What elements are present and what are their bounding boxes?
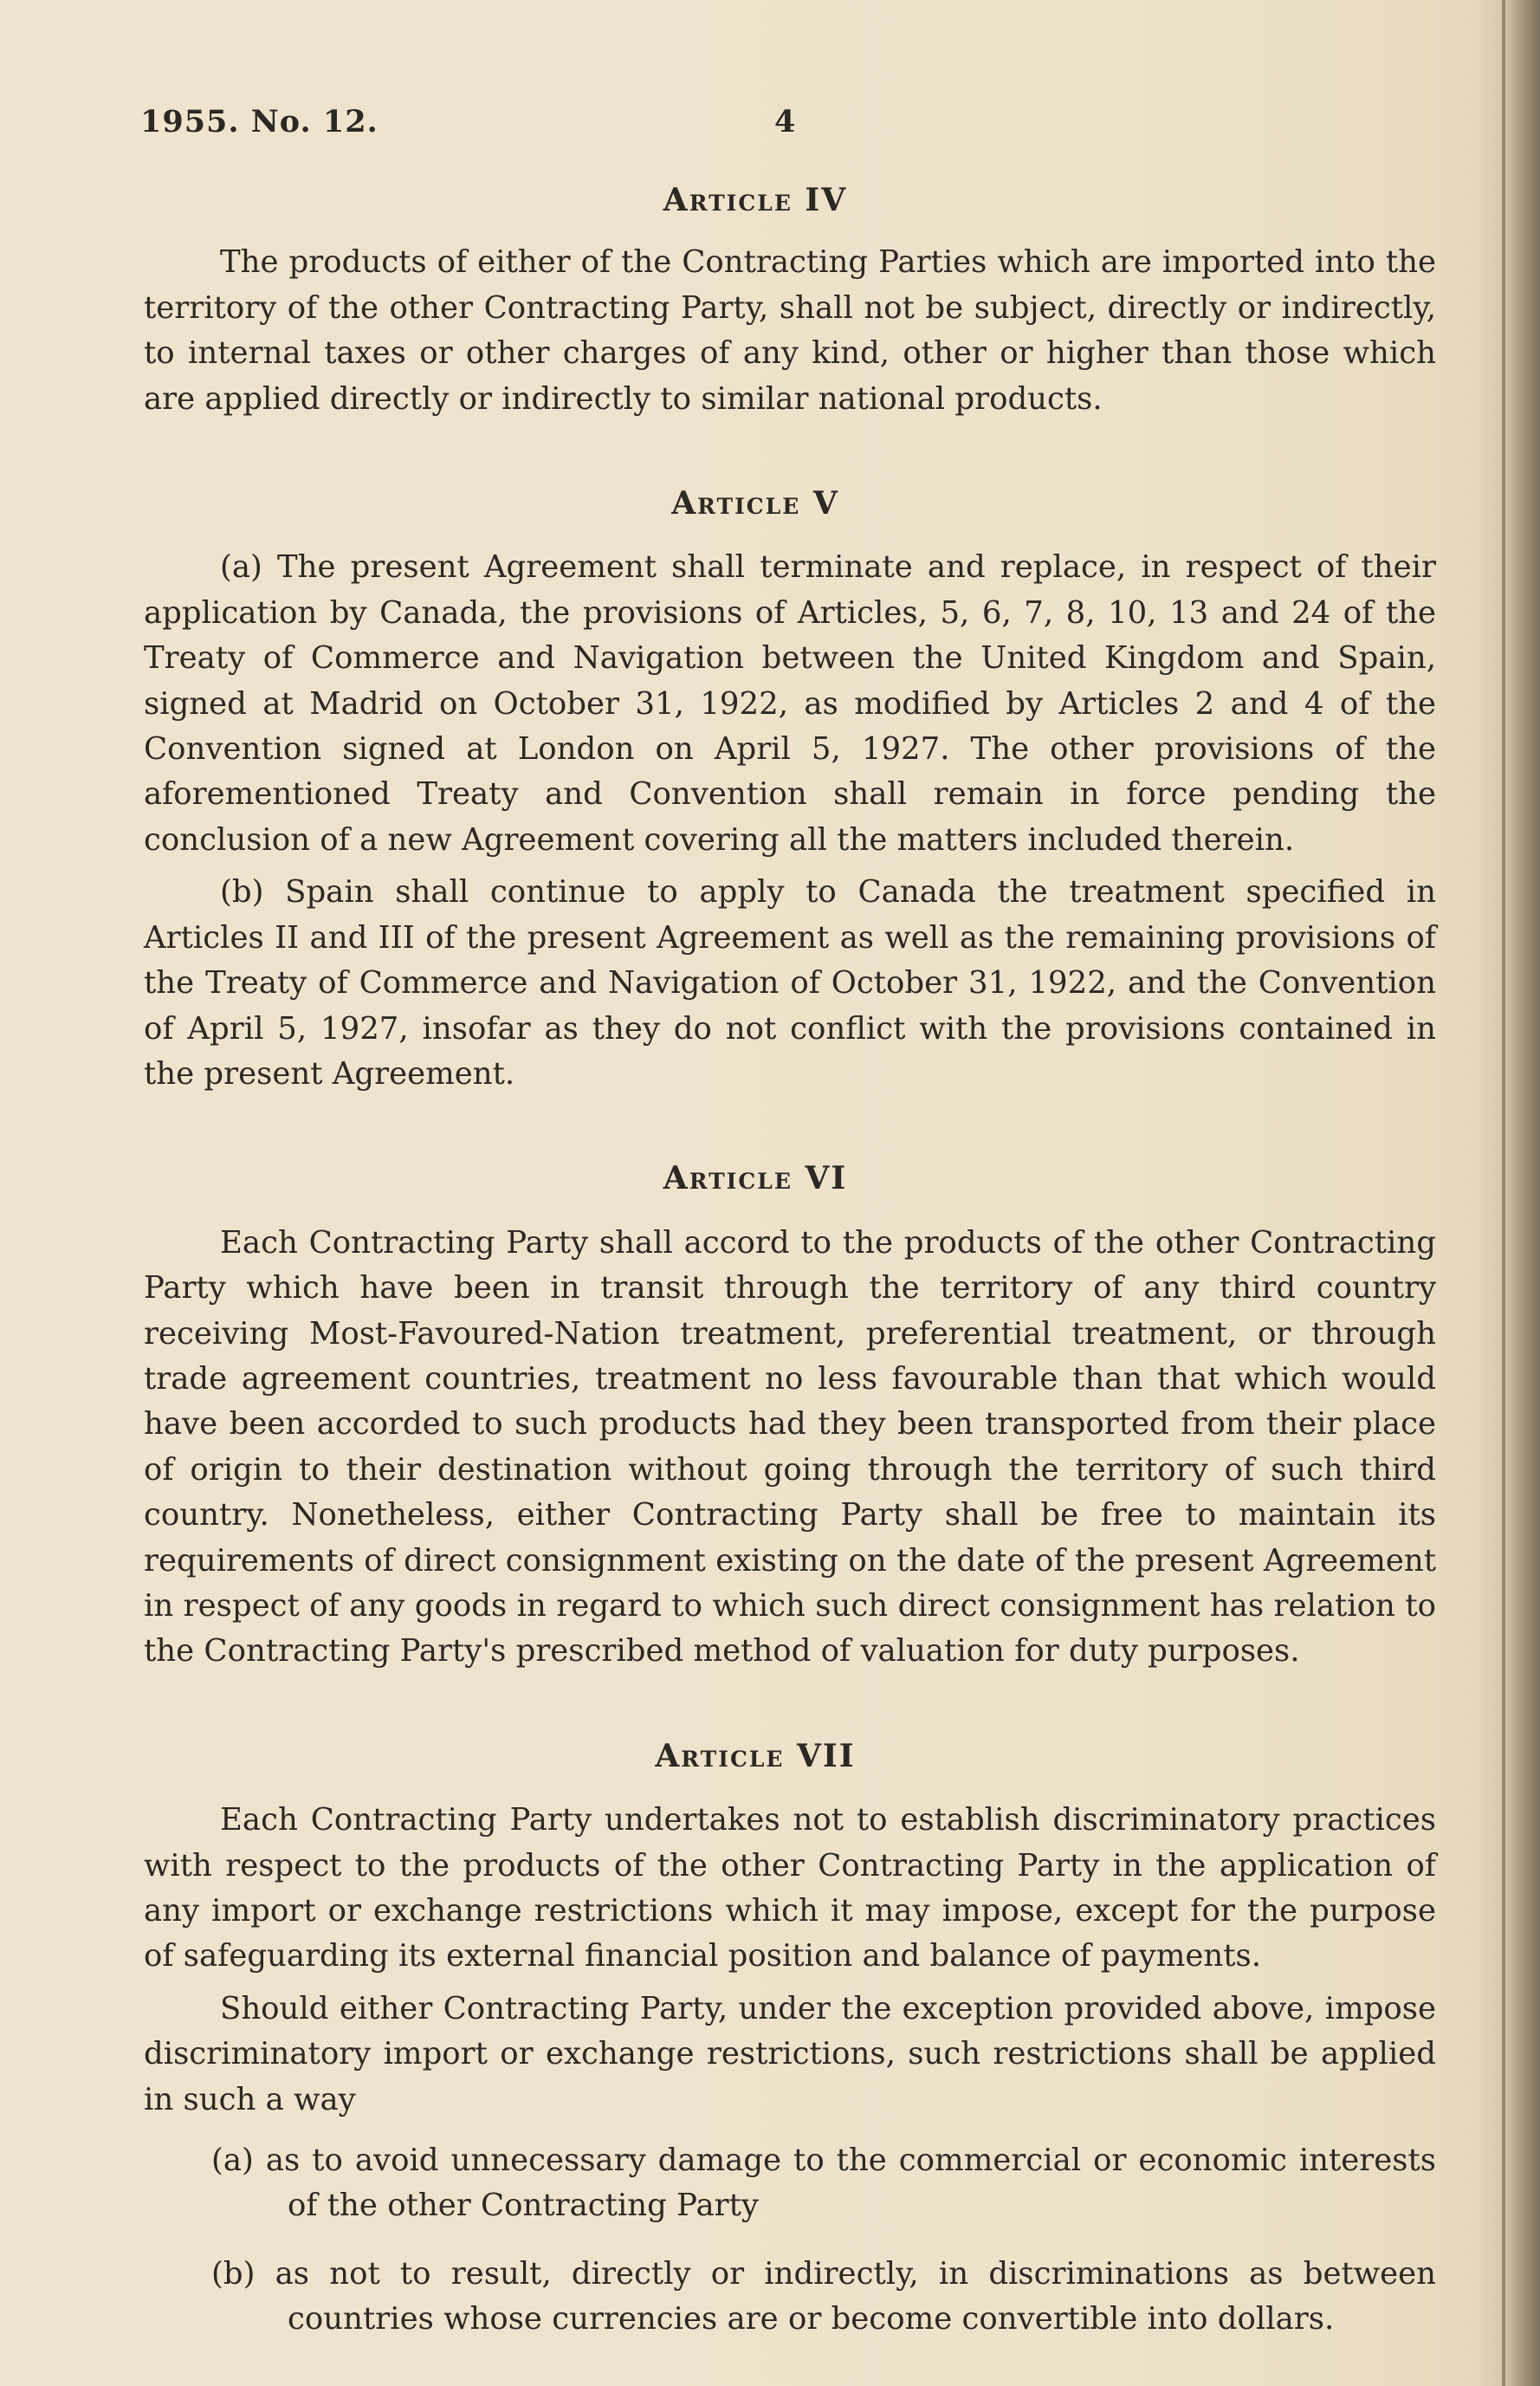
article-paragraph: Each Contracting Party undertakes not to establish discriminatory practices with respect to the products of the other Contracting Party in the application of any import or exchange restrictions which it may impose, except for the purpose of safeguarding its external financial position and balance of payments.	[144, 1802, 1436, 1974]
article-heading: Article V	[671, 485, 839, 522]
article-vii	[144, 1734, 1436, 2343]
article-v	[144, 481, 1436, 1097]
article-paragraph: Each Contracting Party shall accord to the products of the other Contracting Party which have been in transit through the territory of any third country receiving Most-Favoured-Nation treatment, preferential treatment, or through trade agreement countries, treatment no less favourable than that which would have been accorded to such products had they been transported from their place of origin to their destination without going through the territory of such third country. Nonetheless, either Contracting Party shall be free to maintain its requirements of direct consignment existing on the date of the present Agreement in respect of any goods in regard to which such direct consignment has relation to the Contracting Party's prescribed method of valuation for duty purposes.	[144, 1224, 1436, 1670]
article-paragraph: (b) Spain shall continue to apply to Canada the treatment specified in Articles II and III of the present Agreement as well as the remaining provisions of the Treaty of Commerce and Navigation of October 31, 1922, and the Convention of April 5, 1927, insofar as they do not conflict with the provisions contained in the present Agreement.	[144, 874, 1436, 1092]
page-spine-shadow	[1479, 0, 1540, 2386]
article-heading: Article VII	[655, 1737, 856, 1774]
list-item: (b) as not to result, directly or indirectly, in discriminations as between countries whose currencies are or become convertible into dollars.	[211, 2255, 1436, 2337]
page-number: 4	[774, 104, 796, 139]
article-paragraph: The products of either of the Contracting Parties which are imported into the territory of the other Contracting Party, shall not be subject, directly or indirectly, to internal taxes or other charges of any kind, other or higher than those which are applied directly or indirectly to similar national products.	[144, 244, 1436, 417]
article-vi	[144, 1156, 1436, 1674]
page-edge-line	[1502, 0, 1505, 2386]
article-paragraph: (a) The present Agreement shall terminate and replace, in respect of their application by Canada, the provisions of Articles, 5, 6, 7, 8, 10, 13 and 24 of the Treaty of Commerce and Navigation between the United Kingdom and Spain, signed at Madrid on October 31, 1922, as modified by Articles 2 and 4 of the Convention signed at London on April 5, 1927. The other provisions of the aforementioned Treaty and Convention shall remain in force pending the conclusion of a new Agreement covering all the matters included therein.	[144, 549, 1436, 858]
article-iv	[144, 178, 1436, 422]
article-heading: Article VI	[663, 1160, 848, 1197]
article-heading: Article IV	[663, 182, 848, 218]
list-item: (a) as to avoid unnecessary damage to the commercial or economic interests of the other Contracting Party	[211, 2143, 1436, 2224]
document-header: 1955. No. 12.	[140, 104, 379, 139]
document-body	[144, 178, 1436, 2343]
article-paragraph: Should either Contracting Party, under the exception provided above, impose discriminatory import or exchange restrictions, such restrictions shall be applied in such a way	[144, 1990, 1436, 2117]
